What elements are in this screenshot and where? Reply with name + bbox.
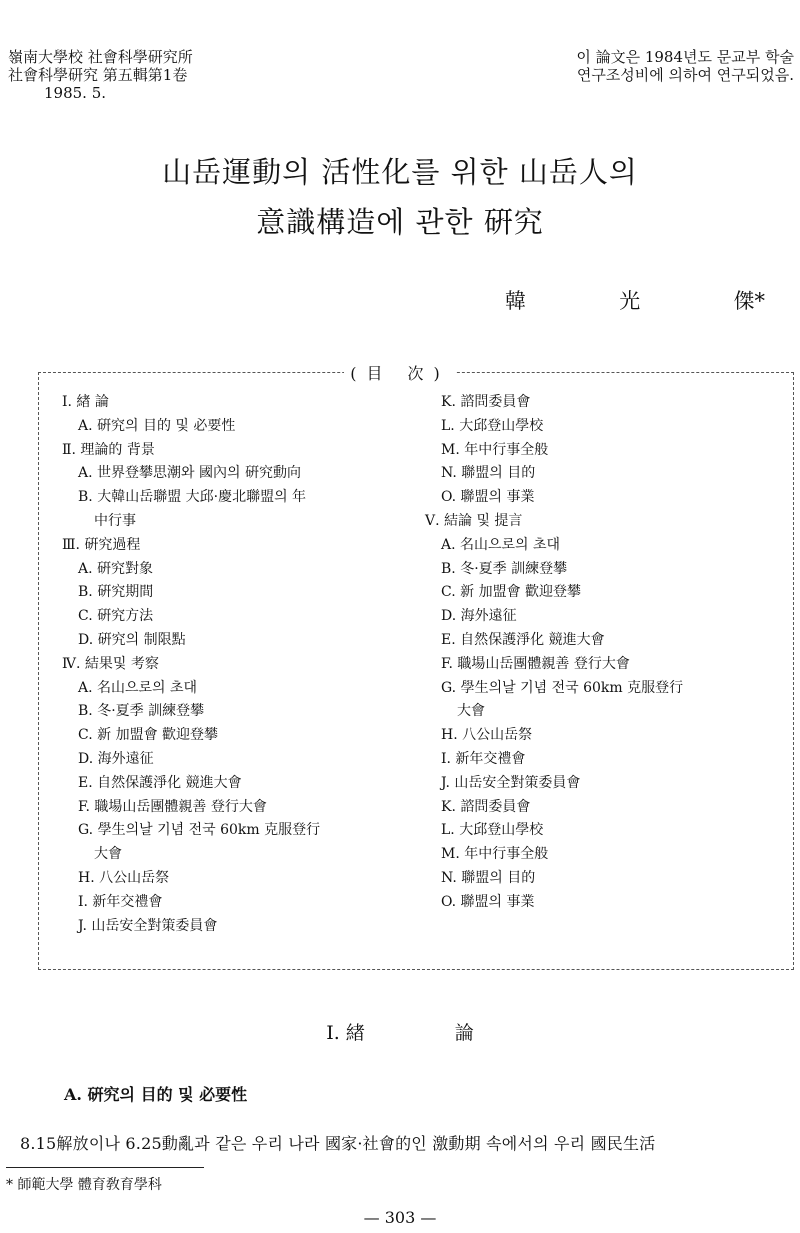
section-heading-number: Ⅰ. 緖 [326, 1022, 365, 1044]
journal-line-2: 社會科學研究 第五輯第1卷 [8, 66, 188, 84]
toc-item: C. 新 加盟會 歡迎登攀 [441, 584, 582, 601]
toc-item: G. 學生의날 기념 전국 60km 克服登行 [441, 679, 684, 696]
journal-line-1: 嶺南大學校 社會科學研究所 [8, 48, 193, 66]
toc-item: Ⅳ. 結果및 考察 [62, 655, 159, 672]
toc-item: Ⅱ. 理論的 背景 [62, 441, 155, 458]
toc-item: Ⅰ. 緖 論 [62, 394, 109, 410]
toc-item: J. 山岳安全對策委員會 [441, 774, 581, 791]
toc-item: K. 諮問委員會 [441, 394, 531, 410]
toc-item: 大會 [457, 703, 485, 720]
toc-item: F. 職場山岳團體親善 登行大會 [78, 798, 267, 815]
toc-item: F. 職場山岳團體親善 登行大會 [441, 655, 630, 672]
toc-item: D. 海外遠征 [441, 608, 517, 625]
body-paragraph: 8.15解放이나 6.25動亂과 같은 우리 나라 國家·社會的인 激動期 속에서의 우리 國民生活 [20, 1134, 656, 1153]
toc-item: K. 諮問委員會 [441, 798, 531, 815]
toc-item: E. 自然保護淨化 競進大會 [78, 774, 242, 791]
footnote-rule [6, 1167, 204, 1168]
toc-item: I. 新年交禮會 [78, 893, 163, 910]
toc-item: B. 冬·夏季 訓練登攀 [78, 703, 205, 720]
toc-right-column [425, 391, 755, 915]
toc-item: A. 世界登攀思潮와 國內의 硏究動向 [78, 465, 301, 482]
toc-item: M. 年中行事全般 [441, 846, 549, 863]
toc-item: E. 自然保護淨化 競進大會 [441, 631, 605, 648]
toc-item: Ⅴ. 結論 및 提言 [425, 512, 523, 529]
toc-item: A. 硏究의 目的 및 必要性 [78, 417, 236, 434]
page-number: — 303 — [363, 1208, 437, 1227]
subsection-heading: A. 硏究의 目的 및 必要性 [64, 1085, 248, 1104]
toc-item: C. 新 加盟會 歡迎登攀 [78, 727, 219, 744]
footnote: * 師範大學 體育敎育學科 [6, 1177, 162, 1193]
toc-item: G. 學生의날 기념 전국 60km 克服登行 [78, 822, 321, 839]
toc-item: 中行事 [94, 512, 136, 529]
toc-item: A. 名山으로의 초대 [78, 679, 198, 696]
author-name [505, 285, 765, 315]
author-char-1: 韓 [505, 289, 526, 313]
toc-item: D. 海外遠征 [78, 750, 154, 767]
toc-item: H. 八公山岳祭 [78, 869, 170, 886]
funding-note [576, 48, 794, 84]
section-heading [0, 1018, 800, 1045]
toc-item: B. 大韓山岳聯盟 大邱·慶北聯盟의 年 [78, 489, 307, 506]
toc-item: Ⅲ. 硏究過程 [62, 536, 141, 553]
toc-item: O. 聯盟의 事業 [441, 893, 535, 910]
toc-item: M. 年中行事全般 [441, 441, 549, 458]
paper-title-line-2: 意識構造에 관한 硏究 [256, 205, 544, 239]
toc-item: I. 新年交禮會 [441, 750, 526, 767]
toc-item: A. 硏究對象 [78, 560, 154, 577]
toc-item: B. 冬·夏季 訓練登攀 [441, 560, 568, 577]
toc-item: B. 硏究期間 [78, 584, 154, 601]
toc-item: L. 大邱登山學校 [441, 822, 544, 839]
paper-title-line-1: 山岳運動의 活性化를 위한 山岳人의 [162, 155, 638, 189]
toc-heading: (目 次) [0, 361, 800, 384]
funding-line-2: 연구조성비에 의하여 연구되었음. [576, 66, 794, 84]
toc-left-column [62, 391, 392, 938]
funding-line-1: 이 論文은 1984년도 문교부 학술 [576, 48, 794, 66]
author-char-2: 光 [619, 289, 641, 313]
section-heading-word: 論 [454, 1022, 474, 1044]
toc-item: C. 硏究方法 [78, 608, 154, 625]
toc-item: O. 聯盟의 事業 [441, 489, 535, 506]
toc-item: 大會 [94, 846, 122, 863]
toc-item: A. 名山으로의 초대 [441, 536, 561, 553]
toc-item: D. 硏究의 制限點 [78, 631, 186, 648]
author-char-3: 傑* [733, 289, 765, 313]
toc-item: H. 八公山岳祭 [441, 727, 533, 744]
journal-info [8, 48, 193, 102]
toc-item: N. 聯盟의 目的 [441, 465, 536, 482]
journal-date: 1985. 5. [44, 84, 107, 102]
toc-item: N. 聯盟의 目的 [441, 869, 536, 886]
toc-item: J. 山岳安全對策委員會 [78, 917, 218, 934]
toc-item: L. 大邱登山學校 [441, 417, 544, 434]
